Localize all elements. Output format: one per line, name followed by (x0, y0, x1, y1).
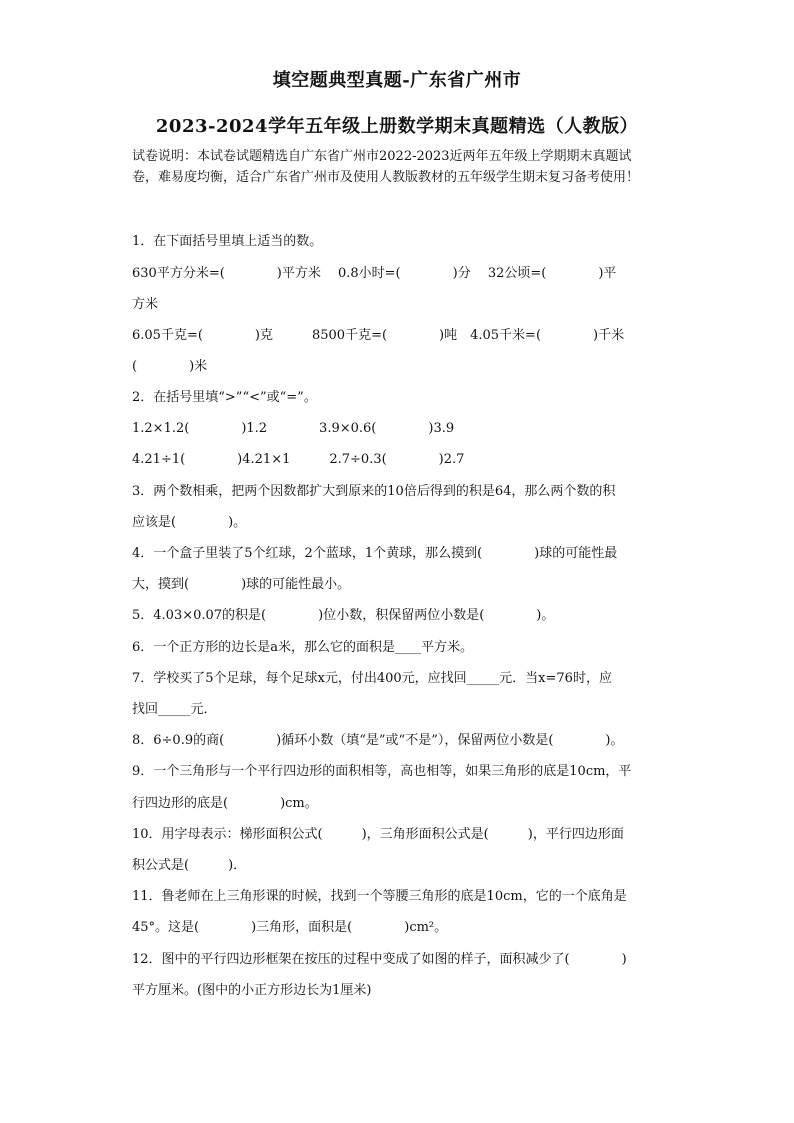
question-11: 11．鲁老师在上三角形课的时候，找到一个等腰三角形的底是10cm，它的一个底角是 (132, 889, 627, 904)
question-1-line-2: 630平方分米=( )平方米 0.8小时=( )分 32公顷=( )平 (132, 266, 617, 281)
question-1-line-5: ( )米 (132, 359, 208, 374)
question-1-line-4: 6.05千克=( )克 8500千克=( )吨 4.05千米=( )千米 (132, 328, 625, 343)
question-8: 8．6÷0.9的商( )循环小数（填“是”或“不是”），保留两位小数是( )。 (132, 733, 624, 748)
question-4-line-2: 大，摸到( )球的可能性最小。 (132, 577, 351, 592)
question-1: 1．在下面括号里填上适当的数。 (132, 234, 323, 249)
question-7-line-2: 找回_____元． (132, 702, 217, 717)
description-line-2: 卷，难易度均衡，适合广东省广州市及使用人教版教材的五年级学生期末复习备考使用！ (132, 170, 640, 185)
page-subtitle: 2023-2024学年五年级上册数学期末真题精选（人教版） (155, 116, 639, 137)
question-9-line-2: 行四边形的底是( )cm。 (132, 796, 318, 811)
question-11-line-2: 45°。这是( )三角形，面积是( )cm²。 (132, 920, 448, 935)
question-2: 2．在括号里填“>”“<”或“=”。 (132, 390, 317, 405)
question-4: 4．一个盒子里装了5个红球，2个蓝球，1个黄球，那么摸到( )球的可能性最 (132, 546, 618, 561)
question-3: 3．两个数相乘，把两个因数都扩大到原来的10倍后得到的积是64，那么两个数的积 (132, 484, 616, 499)
page-title: 填空题典型真题-广东省广州市 (272, 70, 522, 91)
question-2-line-3: 4.21÷1( )4.21×1 2.7÷0.3( )2.7 (132, 452, 465, 467)
question-12: 12．图中的平行四边形框架在按压的过程中变成了如图的样子，面积减少了( ) (132, 952, 627, 967)
question-9: 9．一个三角形与一个平行四边形的面积相等，高也相等，如果三角形的底是10cm，平 (132, 764, 632, 779)
question-1-line-3: 方米 (132, 297, 159, 312)
question-6: 6．一个正方形的边长是a米，那么它的面积是____平方米。 (132, 640, 474, 655)
question-10: 10．用字母表示：梯形面积公式( )，三角形面积公式是( )，平行四边形面 (132, 827, 624, 842)
question-7: 7．学校买了5个足球，每个足球x元，付出400元，应找回_____元．当x=76时，应 (132, 671, 612, 686)
exam-description (132, 146, 672, 188)
question-12-line-2: 平方厘米。(图中的小正方形边长为1厘米) (132, 983, 372, 998)
question-3-line-2: 应该是( )。 (132, 515, 247, 530)
question-2-line-2: 1.2×1.2( )1.2 3.9×0.6( )3.9 (132, 421, 455, 436)
question-5: 5．4.03×0.07的积是( )位小数，积保留两位小数是( )。 (132, 608, 555, 623)
question-10-line-2: 积公式是( )． (132, 858, 247, 873)
description-line-1: 试卷说明：本试卷试题精选自广东省广州市2022-2023近两年五年级上学期期末真题试 (132, 149, 632, 164)
